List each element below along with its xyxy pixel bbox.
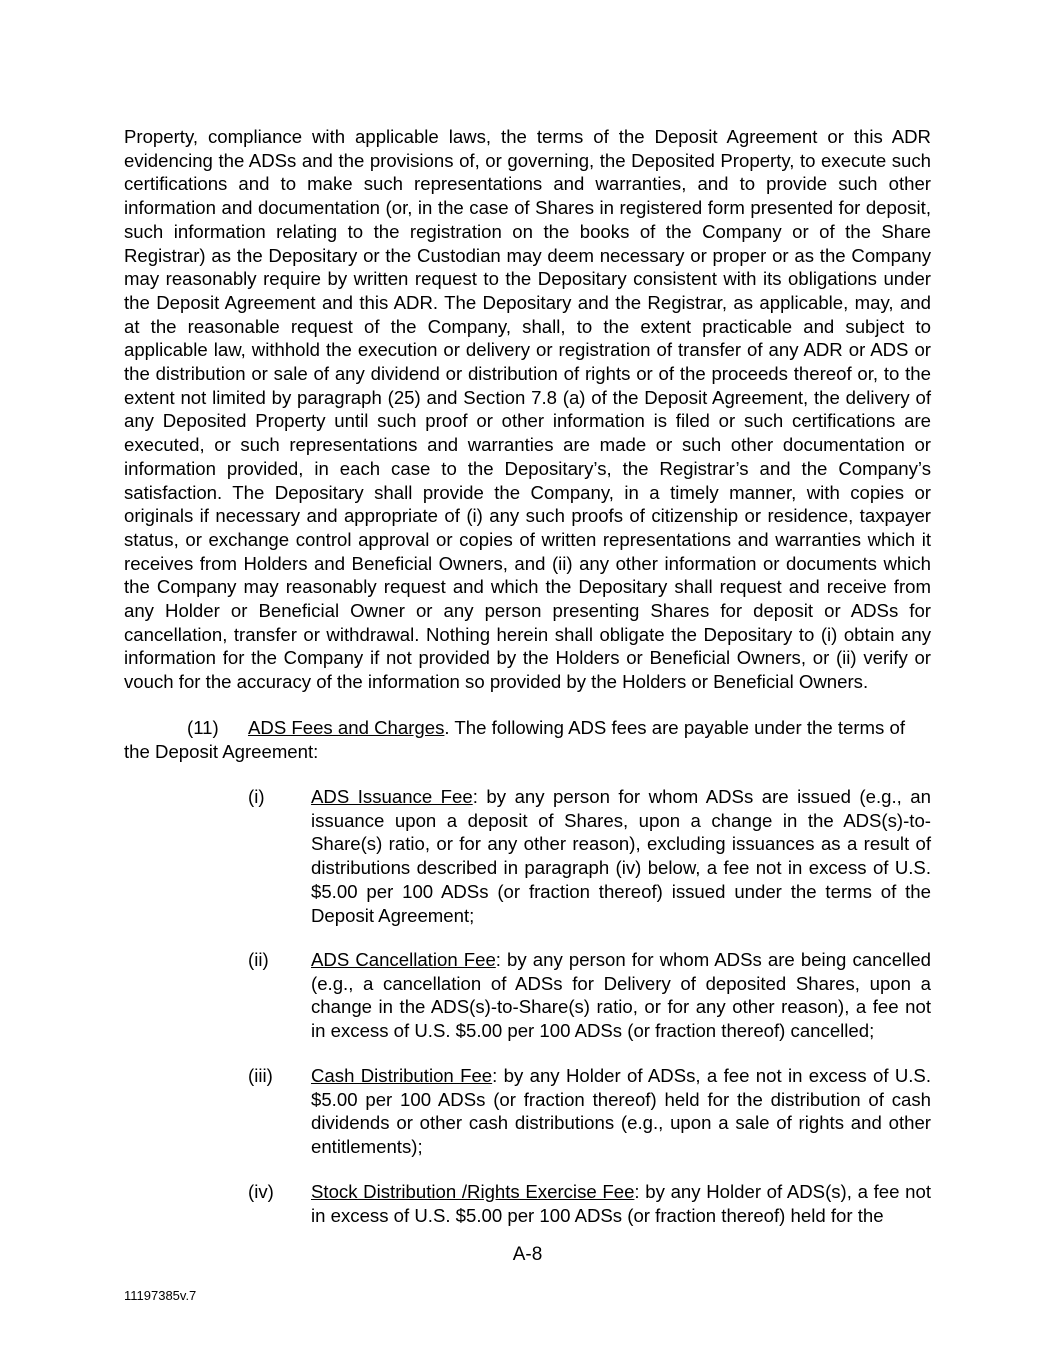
item-number: (i)	[248, 786, 265, 807]
document-id: 11197385v.7	[124, 1288, 197, 1303]
item-title: Cash Distribution Fee	[311, 1065, 493, 1086]
fee-item-issuance	[248, 785, 931, 927]
item-number: (iv)	[248, 1181, 274, 1202]
fee-item-stock-distribution	[248, 1180, 931, 1227]
fee-item-cancellation	[248, 948, 931, 1043]
section-number: (11)	[187, 717, 219, 738]
item-number: (ii)	[248, 949, 269, 970]
item-title: ADS Cancellation Fee	[311, 949, 496, 970]
item-title: Stock Distribution /Rights Exercise Fee	[311, 1181, 635, 1202]
fee-item-cash-distribution	[248, 1064, 931, 1159]
section-intro: . The following ADS fees are payable under the terms of the Deposit Agreement:	[124, 717, 906, 762]
item-number: (iii)	[248, 1065, 273, 1086]
item-title: ADS Issuance Fee	[311, 786, 473, 807]
item-text: : by any Holder of ADS(s), a fee not in excess of U.S. $5.00 per 100 ADSs (or fraction thereof) held for the	[311, 1181, 931, 1226]
page-number: A-8	[512, 1244, 543, 1265]
item-text: : by any person for whom ADSs are issued (e.g., an issuance upon a deposit of Shares, upon a change in the ADS(s)-to-Share(s) ratio, or for any other reason), excluding issuances as a result of distributions described in paragraph (iv) below, a fee not in excess of U.S. $5.00 per 100 ADSs (or fraction thereof) issued under the terms of the Deposit Agreement;	[311, 786, 931, 926]
item-text: : by any Holder of ADSs, a fee not in excess of U.S. $5.00 per 100 ADSs (or fraction thereof) held for the distribution of cash dividends or other cash distributions (e.g., upon a sale of rights and other entitlements);	[311, 1065, 931, 1158]
main-paragraph: Property, compliance with applicable laws, the terms of the Deposit Agreement or this ADR evidencing the ADSs and the provisions of, or governing, the Deposited Property, to execute such certifications and to make such representations and warranties, and to provide such other information and documentation (or, in the case of Shares in registered form presented for deposit, such information relating to the registration on the books of the Company or of the Share Registrar) as the Depositary or the Custodian may deem necessary or proper or as the Company may reasonably require by written request to the Depositary consistent with its obligations under the Deposit Agreement and this ADR. The Depositary and the Registrar, as applicable, may, and at the reasonable request of the Company, shall, to the extent practicable and subject to applicable law, withhold the execution or delivery or registration of transfer of any ADR or ADS or the distribution or sale of any dividend or distribution of rights or of the proceeds thereof or, to the extent not limited by paragraph (25) and Section 7.8 (a) of the Deposit Agreement, the delivery of any Deposited Property until such proof or other information is filed or such certifications are executed, or such representations and warranties are made or such other documentation or information provided, in each case to the Depositary’s, the Registrar’s and the Company’s satisfaction. The Depositary shall provide the Company, in a timely manner, with copies or originals if necessary and appropriate of (i) any such proofs of citizenship or residence, taxpayer status, or exchange control approval or copies of written representations and warranties which it receives from Holders and Beneficial Owners, and (ii) any other information or documents which the Company may reasonably request and which the Depositary shall request and receive from any Holder or Beneficial Owner or any person presenting Shares for deposit or ADSs for cancellation, transfer or withdrawal. Nothing herein shall obligate the Depositary to (i) obtain any information for the Company if not provided by the Holders or Beneficial Owners, or (ii) verify or vouch for the accuracy of the information so provided by the Holders or Beneficial Owners.	[124, 126, 931, 693]
section-heading	[124, 716, 931, 763]
section-title: ADS Fees and Charges	[248, 717, 445, 738]
item-text: : by any person for whom ADSs are being cancelled (e.g., a cancellation of ADSs for Delivery of deposited Shares, upon a change in the ADS(s)-to-Share(s) ratio, or for any other reason), a fee not in excess of U.S. $5.00 per 100 ADSs (or fraction thereof) cancelled;	[311, 949, 932, 1042]
